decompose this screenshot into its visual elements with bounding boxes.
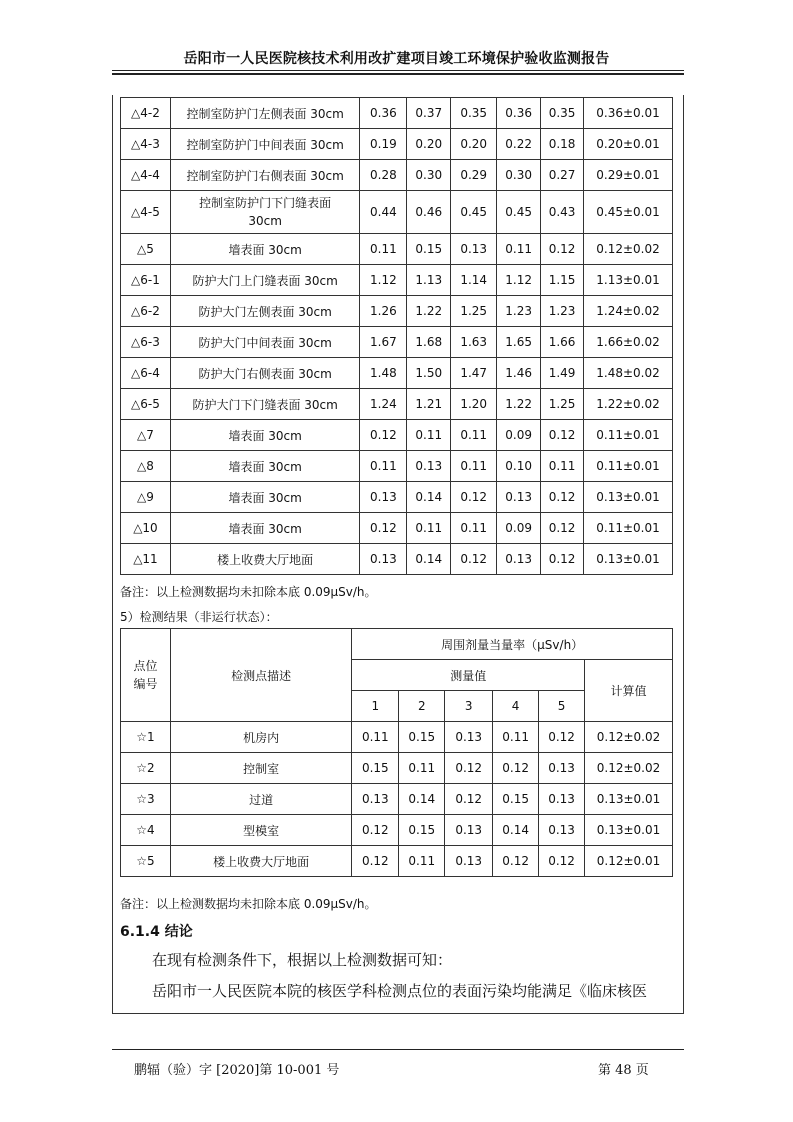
value-cell: 0.19 [360, 129, 407, 160]
value-cell: 0.12 [360, 420, 407, 451]
value-cell: 0.12 [493, 846, 539, 877]
calculated-cell: 0.12±0.01 [585, 846, 673, 877]
value-cell: 0.12 [451, 544, 497, 575]
point-id-cell: ☆2 [121, 753, 171, 784]
value-cell: 0.14 [399, 784, 445, 815]
value-cell: 0.45 [497, 191, 541, 234]
value-cell: 0.12 [451, 482, 497, 513]
value-cell: 0.18 [541, 129, 584, 160]
calculated-cell: 0.12±0.02 [584, 234, 673, 265]
calculated-cell: 0.45±0.01 [584, 191, 673, 234]
value-cell: 0.13 [407, 451, 451, 482]
value-cell: 1.65 [497, 327, 541, 358]
value-cell: 0.11 [352, 722, 399, 753]
value-cell: 1.14 [451, 265, 497, 296]
value-cell: 1.23 [497, 296, 541, 327]
description-cell: 控制室 [170, 753, 351, 784]
value-cell: 0.09 [497, 420, 541, 451]
point-id-cell: ☆5 [121, 846, 171, 877]
value-cell: 0.13 [539, 753, 585, 784]
value-cell: 0.14 [407, 544, 451, 575]
point-id-cell: △6-5 [121, 389, 171, 420]
value-cell: 0.28 [360, 160, 407, 191]
description-cell: 防护大门左侧表面 30cm [170, 296, 360, 327]
table-row [121, 265, 673, 296]
description-cell: 防护大门右侧表面 30cm [170, 358, 360, 389]
description-cell: 过道 [170, 784, 351, 815]
description-cell: 防护大门下门缝表面 30cm [170, 389, 360, 420]
value-cell: 1.48 [360, 358, 407, 389]
value-cell: 0.12 [541, 544, 584, 575]
calculated-cell: 0.11±0.01 [584, 513, 673, 544]
table-row [121, 513, 673, 544]
point-id-cell: △6-4 [121, 358, 171, 389]
description-cell: 墙表面 30cm [170, 451, 360, 482]
page-header-title: 岳阳市一人民医院核技术利用改扩建项目竣工环境保护验收监测报告 [183, 51, 610, 67]
description-cell: 楼上收费大厅地面 [170, 544, 360, 575]
head-calculated: 计算值 [585, 660, 673, 722]
point-id-cell: △9 [121, 482, 171, 513]
value-cell: 1.26 [360, 296, 407, 327]
conclusion-paragraph-2: 岳阳市一人民医院本院的核医学科检测点位的表面污染均能满足《临床核医 [152, 982, 648, 1000]
point-id-cell: △6-1 [121, 265, 171, 296]
value-cell: 1.47 [451, 358, 497, 389]
value-cell: 0.29 [451, 160, 497, 191]
value-cell: 0.11 [360, 451, 407, 482]
value-cell: 0.36 [360, 98, 407, 129]
header-rule-thick [112, 73, 684, 75]
value-cell: 1.24 [360, 389, 407, 420]
calculated-cell: 1.66±0.02 [584, 327, 673, 358]
table-row [121, 234, 673, 265]
value-cell: 0.13 [445, 846, 493, 877]
value-cell: 0.13 [497, 482, 541, 513]
point-id-cell: ☆4 [121, 815, 171, 846]
value-cell: 0.11 [451, 513, 497, 544]
value-cell: 1.25 [451, 296, 497, 327]
description-cell: 防护大门中间表面 30cm [170, 327, 360, 358]
measurement-table-idle [120, 628, 673, 877]
value-cell: 0.15 [399, 815, 445, 846]
point-id-cell: △11 [121, 544, 171, 575]
section-5-title: 5）检测结果（非运行状态）： [120, 610, 278, 624]
value-cell: 1.22 [497, 389, 541, 420]
report-number: 鹏辐（验）字 [2020]第 10-001 号 [134, 1063, 340, 1078]
value-cell: 1.68 [407, 327, 451, 358]
point-id-cell: △6-3 [121, 327, 171, 358]
value-cell: 0.12 [541, 482, 584, 513]
table-row [121, 722, 673, 753]
value-cell: 0.13 [360, 482, 407, 513]
table-row [121, 296, 673, 327]
header-rule [112, 70, 684, 71]
page-number: 第 48 页 [598, 1063, 649, 1078]
value-cell: 1.63 [451, 327, 497, 358]
point-id-cell: △4-5 [121, 191, 171, 234]
point-id-cell: △4-3 [121, 129, 171, 160]
value-cell: 0.11 [493, 722, 539, 753]
calculated-cell: 0.13±0.01 [585, 815, 673, 846]
value-cell: 0.12 [352, 815, 399, 846]
head-point-id: 点位编号 [121, 629, 171, 722]
value-cell: 0.46 [407, 191, 451, 234]
calculated-cell: 0.20±0.01 [584, 129, 673, 160]
value-cell: 0.15 [407, 234, 451, 265]
value-cell: 0.09 [497, 513, 541, 544]
value-cell: 0.11 [399, 846, 445, 877]
description-cell: 型模室 [170, 815, 351, 846]
table-row [121, 98, 673, 129]
calculated-cell: 0.12±0.02 [585, 722, 673, 753]
value-cell: 0.11 [541, 451, 584, 482]
value-cell: 0.14 [493, 815, 539, 846]
value-cell: 0.44 [360, 191, 407, 234]
table-row [121, 784, 673, 815]
value-cell: 0.15 [399, 722, 445, 753]
description-cell: 楼上收费大厅地面 [170, 846, 351, 877]
calculated-cell: 1.48±0.02 [584, 358, 673, 389]
value-cell: 0.13 [539, 815, 585, 846]
value-cell: 1.50 [407, 358, 451, 389]
point-id-cell: ☆1 [121, 722, 171, 753]
value-cell: 0.15 [493, 784, 539, 815]
value-cell: 0.12 [541, 513, 584, 544]
value-cell: 0.12 [541, 420, 584, 451]
value-cell: 0.11 [407, 513, 451, 544]
value-cell: 1.12 [360, 265, 407, 296]
value-cell: 1.13 [407, 265, 451, 296]
description-cell: 控制室防护门中间表面 30cm [170, 129, 360, 160]
measurement-index-head: 2 [399, 691, 445, 722]
measurement-index-head: 5 [539, 691, 585, 722]
description-cell: 机房内 [170, 722, 351, 753]
point-id-cell: △4-2 [121, 98, 171, 129]
value-cell: 0.12 [539, 846, 585, 877]
value-cell: 0.22 [497, 129, 541, 160]
value-cell: 1.22 [407, 296, 451, 327]
value-cell: 1.25 [541, 389, 584, 420]
value-cell: 0.30 [407, 160, 451, 191]
value-cell: 0.12 [493, 753, 539, 784]
measurement-table-running [120, 97, 673, 575]
calculated-cell: 0.29±0.01 [584, 160, 673, 191]
value-cell: 0.12 [360, 513, 407, 544]
value-cell: 1.46 [497, 358, 541, 389]
value-cell: 0.13 [445, 722, 493, 753]
description-cell: 控制室防护门右侧表面 30cm [170, 160, 360, 191]
value-cell: 0.13 [360, 544, 407, 575]
value-cell: 0.45 [451, 191, 497, 234]
calculated-cell: 1.13±0.01 [584, 265, 673, 296]
description-cell: 控制室防护门下门缝表面 30cm [170, 191, 360, 234]
value-cell: 0.15 [352, 753, 399, 784]
conclusion-paragraph-1: 在现有检测条件下，根据以上检测数据可知： [152, 951, 453, 969]
point-id-cell: △8 [121, 451, 171, 482]
head-description: 检测点描述 [170, 629, 351, 722]
value-cell: 0.11 [360, 234, 407, 265]
value-cell: 0.12 [445, 784, 493, 815]
calculated-cell: 0.11±0.01 [584, 451, 673, 482]
table-row [121, 129, 673, 160]
point-id-cell: ☆3 [121, 784, 171, 815]
calculated-cell: 1.22±0.02 [584, 389, 673, 420]
value-cell: 0.13 [497, 544, 541, 575]
value-cell: 1.23 [541, 296, 584, 327]
value-cell: 1.66 [541, 327, 584, 358]
value-cell: 0.35 [451, 98, 497, 129]
table2-note: 备注：以上检测数据均未扣除本底 0.09μSv/h。 [120, 897, 377, 911]
value-cell: 0.11 [497, 234, 541, 265]
calculated-cell: 0.11±0.01 [584, 420, 673, 451]
table-row [121, 544, 673, 575]
value-cell: 0.36 [497, 98, 541, 129]
value-cell: 0.13 [352, 784, 399, 815]
description-cell: 控制室防护门左侧表面 30cm [170, 98, 360, 129]
value-cell: 0.27 [541, 160, 584, 191]
description-cell: 墙表面 30cm [170, 482, 360, 513]
value-cell: 0.13 [539, 784, 585, 815]
value-cell: 0.14 [407, 482, 451, 513]
point-id-cell: △4-4 [121, 160, 171, 191]
value-cell: 0.11 [407, 420, 451, 451]
table-row [121, 846, 673, 877]
table-row [121, 451, 673, 482]
description-cell: 墙表面 30cm [170, 420, 360, 451]
table1-note: 备注：以上检测数据均未扣除本底 0.09μSv/h。 [120, 585, 377, 599]
measurement-index-head: 3 [445, 691, 493, 722]
value-cell: 1.67 [360, 327, 407, 358]
table-row [121, 358, 673, 389]
value-cell: 1.49 [541, 358, 584, 389]
table-row [121, 482, 673, 513]
value-cell: 0.37 [407, 98, 451, 129]
table-row [121, 160, 673, 191]
value-cell: 1.21 [407, 389, 451, 420]
value-cell: 0.12 [352, 846, 399, 877]
value-cell: 0.12 [539, 722, 585, 753]
value-cell: 0.20 [451, 129, 497, 160]
value-cell: 0.13 [445, 815, 493, 846]
calculated-cell: 0.13±0.01 [584, 544, 673, 575]
point-id-cell: △10 [121, 513, 171, 544]
value-cell: 1.15 [541, 265, 584, 296]
calculated-cell: 0.13±0.01 [585, 784, 673, 815]
value-cell: 0.11 [451, 420, 497, 451]
conclusion-heading: 6.1.4 结论 [120, 924, 193, 940]
value-cell: 1.12 [497, 265, 541, 296]
table-row [121, 389, 673, 420]
value-cell: 0.10 [497, 451, 541, 482]
point-id-cell: △7 [121, 420, 171, 451]
calculated-cell: 1.24±0.02 [584, 296, 673, 327]
value-cell: 0.11 [399, 753, 445, 784]
footer-rule [112, 1049, 684, 1050]
point-id-cell: △6-2 [121, 296, 171, 327]
table-row [121, 327, 673, 358]
value-cell: 0.13 [451, 234, 497, 265]
value-cell: 0.11 [451, 451, 497, 482]
value-cell: 0.12 [541, 234, 584, 265]
table-row [121, 420, 673, 451]
description-cell: 墙表面 30cm [170, 513, 360, 544]
calculated-cell: 0.13±0.01 [584, 482, 673, 513]
value-cell: 0.43 [541, 191, 584, 234]
calculated-cell: 0.12±0.02 [585, 753, 673, 784]
table-row [121, 753, 673, 784]
head-dose-rate: 周围剂量当量率（μSv/h） [352, 629, 673, 660]
table-row [121, 191, 673, 234]
measurement-index-head: 4 [493, 691, 539, 722]
head-measured: 测量值 [352, 660, 585, 691]
description-cell: 墙表面 30cm [170, 234, 360, 265]
table-row [121, 815, 673, 846]
value-cell: 0.12 [445, 753, 493, 784]
calculated-cell: 0.36±0.01 [584, 98, 673, 129]
value-cell: 0.20 [407, 129, 451, 160]
measurement-index-head: 1 [352, 691, 399, 722]
value-cell: 0.35 [541, 98, 584, 129]
value-cell: 1.20 [451, 389, 497, 420]
description-cell: 防护大门上门缝表面 30cm [170, 265, 360, 296]
point-id-cell: △5 [121, 234, 171, 265]
value-cell: 0.30 [497, 160, 541, 191]
